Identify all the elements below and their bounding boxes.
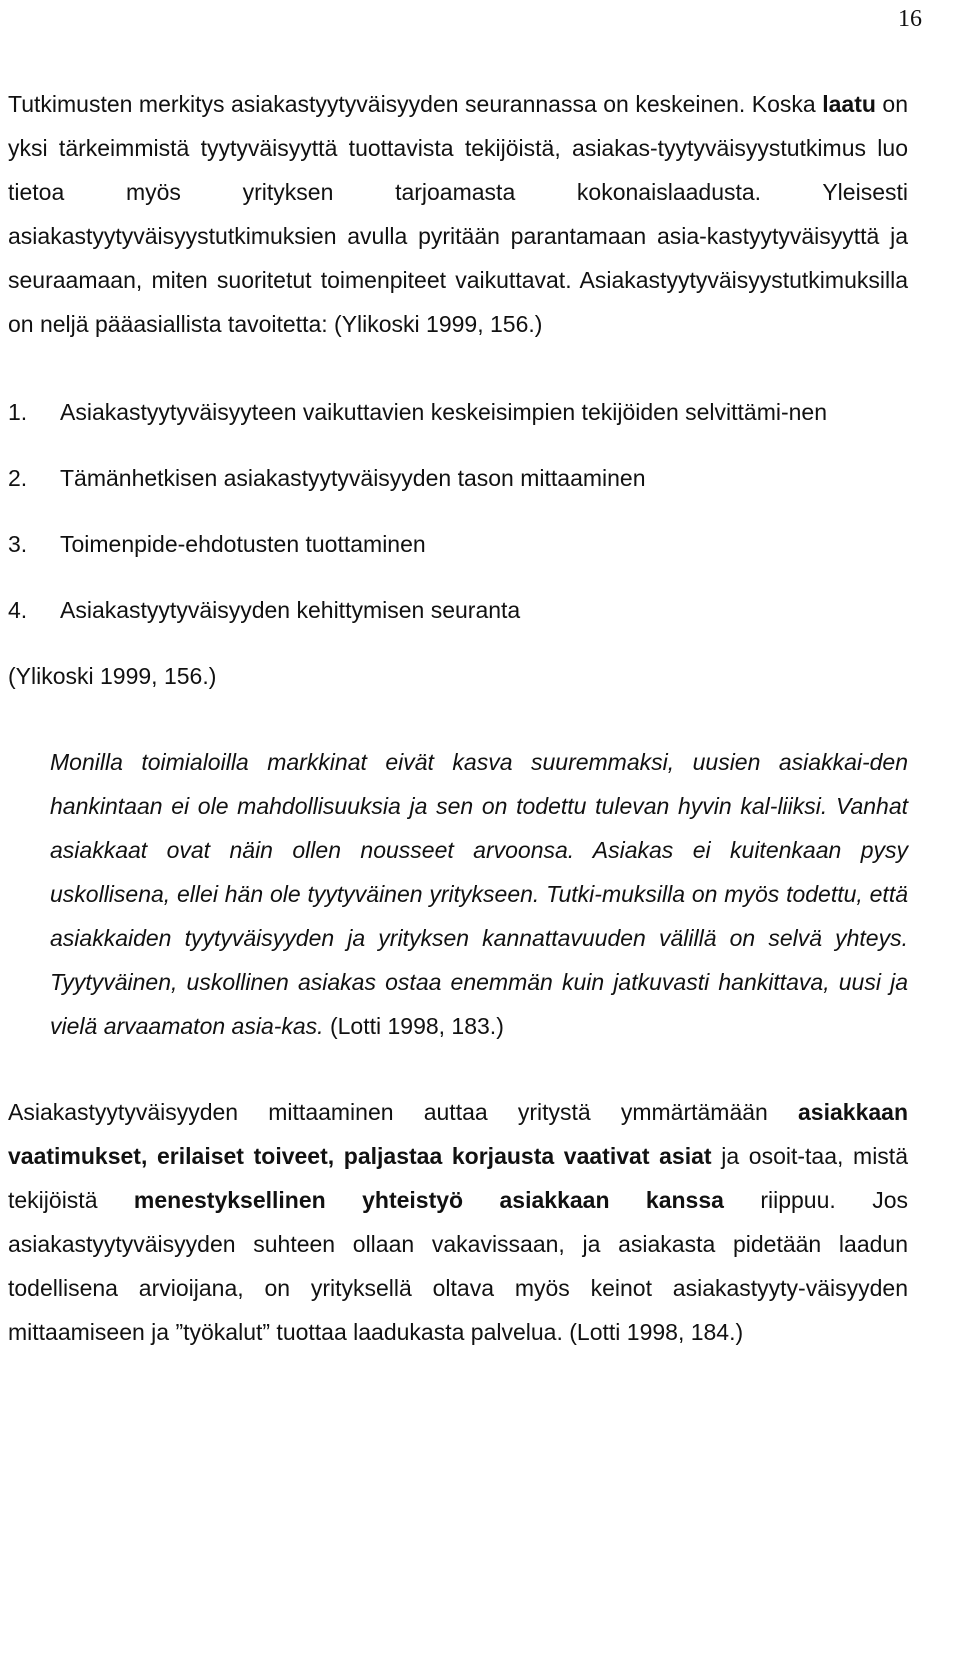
block-quote <box>50 740 908 1048</box>
goal-item <box>8 456 908 500</box>
intro-bold-laatu: laatu <box>822 91 876 117</box>
document-body <box>8 82 908 1354</box>
goals-reference: (Ylikoski 1999, 156.) <box>8 663 217 689</box>
goal-number: 1. <box>8 399 28 425</box>
goal-item <box>8 390 908 434</box>
goal-number: 3. <box>8 531 28 557</box>
goal-number: 4. <box>8 597 28 623</box>
goal-text: Toimenpide-ehdotusten tuottaminen <box>60 531 426 557</box>
intro-text-2: on yksi tärkeimmistä tyytyväisyyttä tuottavista tekijöistä, asiakas-tyytyväisyystutkimus luo tietoa myös yrityksen tarjoamasta kokonaislaadusta. Yleisesti asiakastyytyväisyystutkimuksien avulla pyritään parantamaan asia-kastyytyväisyyttä ja seuraamaan, miten suoritetut toimenpiteet vaikuttavat. Asiakastyytyväisyystutkimuksilla on neljä pääasiallista tavoitetta: (Ylikoski 1999, 156.) <box>8 91 908 337</box>
page-number: 16 <box>898 6 922 32</box>
closing-text-1: Asiakastyytyväisyyden mittaaminen auttaa yritystä ymmärtämään <box>8 1099 799 1125</box>
spacer <box>8 698 908 740</box>
quote-reference: (Lotti 1998, 183.) <box>323 1013 504 1039</box>
goal-item <box>8 588 908 632</box>
goal-text: Asiakastyytyväisyyden kehittymisen seuranta <box>60 597 521 623</box>
closing-text-3: riippuu. Jos asiakastyytyväisyyden suhteen ollaan vakavissaan, ja asiakasta pidetään laadun todellisena arvioijana, on yrityksellä oltava myös keinot asiakastyyty-väisyyden mittaamiseen ja ”työkalut” tuottaa laadukasta palvelua. (Lotti 1998, 184.) <box>8 1187 909 1345</box>
goal-text: Asiakastyytyväisyyteen vaikuttavien keskeisimpien tekijöiden selvittämi-nen <box>60 399 828 425</box>
closing-bold-2: menestyksellinen yhteistyö asiakkaan kanssa <box>133 1187 724 1213</box>
closing-text-2: ja osoit-taa, mistä tekijöistä <box>8 1143 908 1213</box>
goal-number: 2. <box>8 465 28 491</box>
spacer <box>8 346 908 390</box>
intro-paragraph <box>8 82 908 346</box>
goal-text: Tämänhetkisen asiakastyytyväisyyden tason mittaaminen <box>60 465 646 491</box>
quote-text: Monilla toimialoilla markkinat eivät kasva suuremmaksi, uusien asiakkai-den hankintaan ei ole mahdollisuuksia ja sen on todettu tulevan hyvin kal-liiksi. Vanhat asiakkaat ovat näin ollen nousseet arvoonsa. Asiakas ei kuitenkaan pysy uskollisena, ellei hän ole tyytyväinen yritykseen. Tutki-muksilla on myös todettu, että asiakkaiden tyytyväisyyden ja yrityksen kannattavuuden välillä on selvä yhteys. Tyytyväinen, uskollinen asiakas ostaa enemmän kuin jatkuvasti hankittava, uusi ja vielä arvaamaton asia-kas. <box>50 749 908 1039</box>
goal-item <box>8 522 908 566</box>
spacer <box>8 1048 908 1090</box>
intro-text-1: Tutkimusten merkitys asiakastyytyväisyyden seurannassa on keskeinen. Koska <box>8 91 823 117</box>
closing-paragraph <box>8 1090 908 1354</box>
closing-bold-1: asiakkaan vaatimukset, erilaiset toiveet, paljastaa korjausta vaativat asiat <box>8 1099 908 1169</box>
goals-list <box>8 390 908 632</box>
